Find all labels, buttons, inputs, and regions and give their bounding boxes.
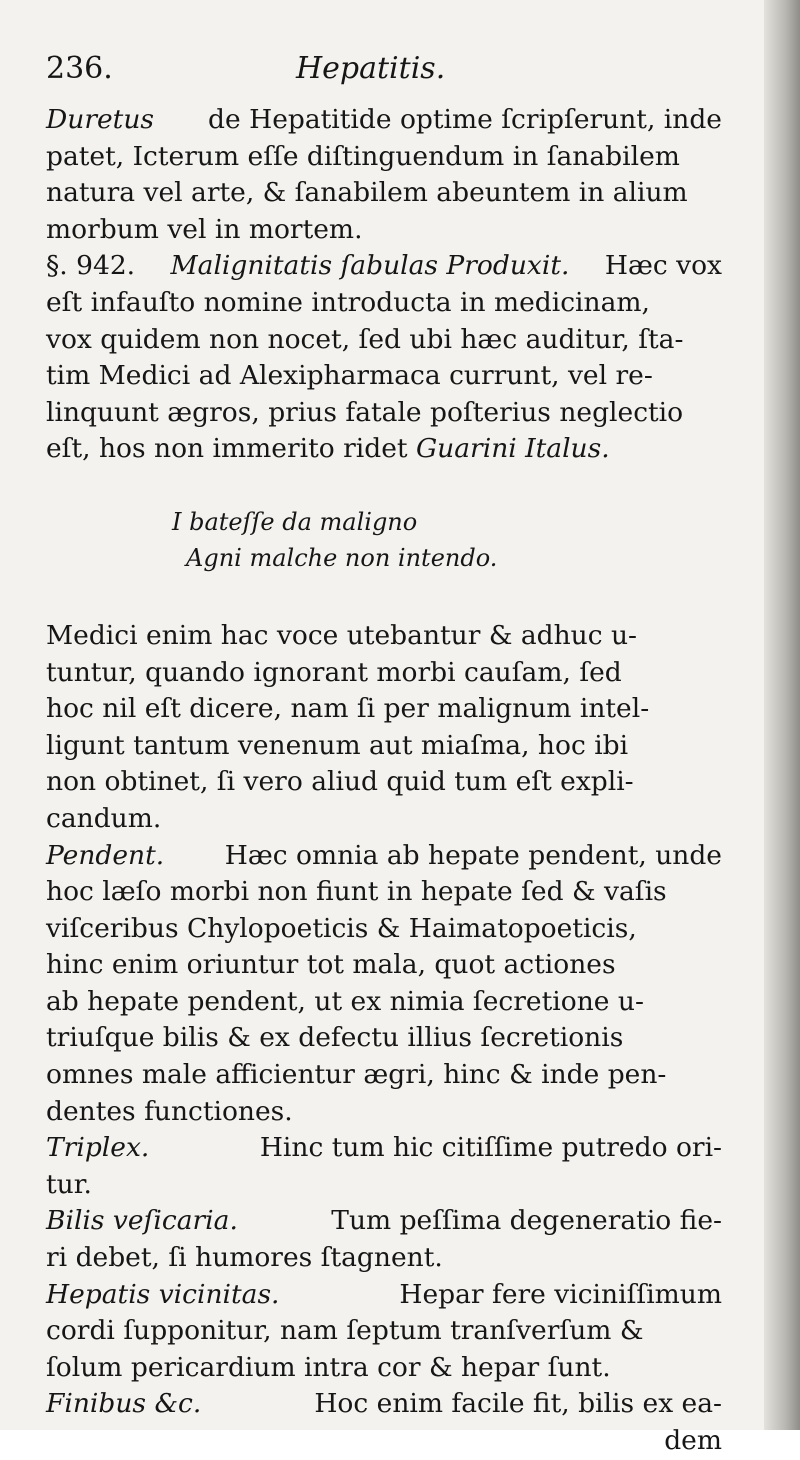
text-fragment: tuntur, quando ignorant morbi cauſam, ſed: [46, 656, 622, 688]
text-line: [46, 139, 722, 176]
text-fragment: viſceribus Chylopoeticis & Haimatopoeticis,: [46, 912, 637, 944]
text-line: [46, 947, 722, 984]
catchword-line: [46, 1423, 722, 1460]
lemma-heading: Malignitatis ſabulas Produxit.: [170, 250, 570, 282]
text-fragment: linquunt ægros, prius fatale poſterius neglectio: [46, 396, 684, 428]
text-fragment: ab hepate pendent, ut ex nimia ſecretione u-: [46, 985, 644, 1017]
text-fragment: tur.: [46, 1168, 92, 1200]
cited-author: Guarini Italus.: [416, 433, 610, 465]
text-line: [46, 911, 722, 948]
text-line: [46, 801, 722, 838]
verse-line: I bateſſe da maligno: [172, 507, 418, 536]
text-line: [46, 1167, 722, 1204]
text-fragment: hinc enim oriuntur tot mala, quot actiones: [46, 949, 616, 981]
text-line: [46, 838, 722, 875]
text-fragment: dentes functiones.: [46, 1095, 293, 1127]
text-line: [46, 1020, 722, 1057]
text-fragment: Hoc enim facile fit, bilis ex ea-: [314, 1388, 722, 1420]
lemma-heading: Pendent.: [46, 839, 165, 871]
text-line: [46, 431, 722, 468]
text-line: [46, 691, 722, 728]
text-fragment: de Hepatitide optime ſcripſerunt, inde: [208, 104, 722, 135]
text-fragment: Hæc omnia ab hepate pendent, unde: [224, 839, 722, 871]
text-fragment: eſt infauſto nomine introducta in medicinam,: [46, 286, 650, 318]
text-fragment: cordi ſupponitur, nam ſeptum tranſverſum &: [46, 1315, 644, 1347]
page-text: [46, 44, 722, 1460]
verse-line: Agni malche non intendo.: [186, 543, 498, 572]
text-line: [46, 1277, 722, 1314]
page-number: 236.: [46, 51, 113, 86]
lemma-heading: Hepatis vicinitas.: [46, 1278, 280, 1310]
text-line: [46, 655, 722, 692]
text-line: [46, 764, 722, 801]
text-line: [46, 1240, 722, 1277]
text-fragment: triuſque bilis & ex defectu illius ſecretionis: [46, 1022, 624, 1054]
text-line: [46, 212, 722, 249]
text-line: [46, 358, 722, 395]
text-line: [46, 1386, 722, 1423]
text-fragment: candum.: [46, 802, 162, 834]
text-fragment: ſolum pericardium intra cor & hepar ſunt.: [46, 1351, 611, 1383]
section-number: §. 942.: [46, 250, 136, 282]
text-fragment: Tum peſſima degeneratio fie-: [331, 1205, 722, 1237]
text-fragment: non obtinet, ſi vero aliud quid tum eſt expli-: [46, 766, 634, 798]
text-fragment: tim Medici ad Alexipharmaca currunt, vel re-: [46, 360, 653, 392]
running-title: Hepatitis.: [296, 51, 446, 86]
text-fragment: Medici enim hac voce utebantur & adhuc u-: [46, 619, 638, 651]
catchword: dem: [664, 1425, 722, 1456]
text-line: [46, 728, 722, 765]
text-line: [46, 285, 722, 322]
lemma-heading: Triplex.: [46, 1132, 150, 1164]
page-header: [46, 44, 722, 102]
text-line: [46, 1203, 722, 1240]
text-line: [46, 618, 722, 655]
text-fragment: eſt, hos non immerito ridet: [46, 433, 408, 465]
text-fragment: vox quidem non nocet, ſed ubi hæc auditur, ſta-: [46, 323, 684, 355]
text-fragment: Hæc vox: [604, 250, 722, 282]
text-fragment: morbum vel in mortem.: [46, 213, 363, 245]
text-fragment: Hepar fere viciniſſimum: [399, 1278, 722, 1310]
text-line: [46, 248, 722, 285]
text-line: [46, 984, 722, 1021]
text-line: [46, 1130, 722, 1167]
text-line: [46, 1094, 722, 1131]
text-line: [46, 874, 722, 911]
text-line: [46, 175, 722, 212]
text-fragment: ri debet, ſi humores ſtagnent.: [46, 1242, 443, 1274]
text-line: [46, 1313, 722, 1350]
lemma-heading: Bilis veſicaria.: [46, 1205, 238, 1237]
text-fragment: hoc læſo morbi non fiunt in hepate ſed & vaſis: [46, 876, 667, 908]
text-fragment: patet, Icterum eſſe diſtinguendum in ſanabilem: [46, 140, 680, 172]
text-line: [46, 1350, 722, 1387]
text-line: [46, 395, 722, 432]
author-name: Duretus: [46, 104, 154, 135]
text-fragment: ligunt tantum venenum aut miaſma, hoc ibi: [46, 729, 629, 761]
lemma-heading: Finibus &c.: [46, 1388, 202, 1420]
text-fragment: Hinc tum hic citiſſime putredo ori-: [259, 1132, 722, 1164]
page-gutter-shadow: [764, 0, 800, 1430]
text-line: [46, 322, 722, 359]
text-fragment: natura vel arte, & ſanabilem abeuntem in alium: [46, 177, 688, 209]
text-fragment: omnes male afficientur ægri, hinc & inde pen-: [46, 1059, 667, 1091]
text-line: [46, 1057, 722, 1094]
text-fragment: hoc nil eſt dicere, nam ſi per malignum intel-: [46, 693, 650, 725]
text-line: [46, 102, 722, 139]
